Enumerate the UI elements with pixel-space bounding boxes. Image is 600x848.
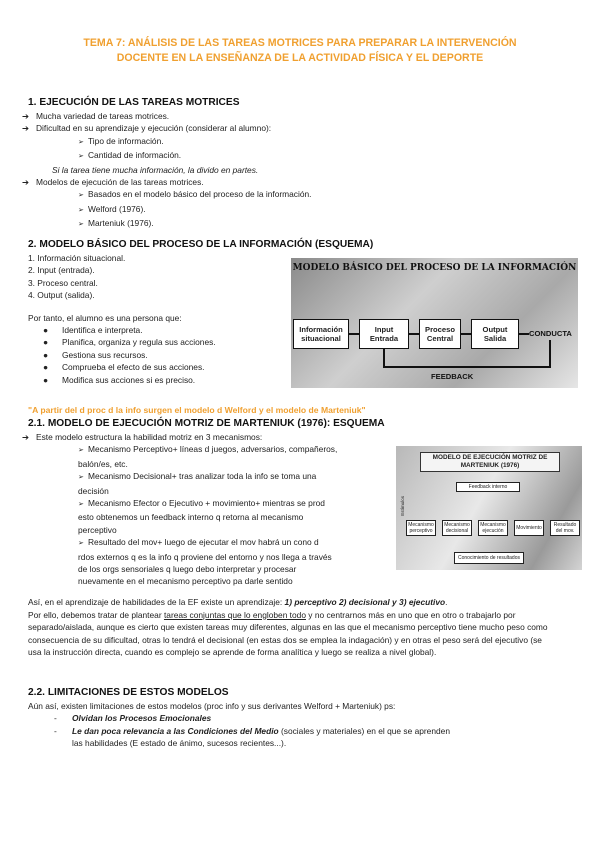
triangle-bullet-icon: ➢ [78, 540, 84, 548]
section-2-1-body [22, 431, 337, 588]
triangle-bullet-icon: ➢ [78, 153, 84, 161]
text-line: Mucha variedad de tareas motrices. [36, 111, 170, 121]
list-item: 2. Input (entrada). [28, 265, 95, 276]
dash-bullet: - [54, 725, 57, 736]
text-span: . [445, 597, 448, 607]
diagram-title: MODELO DE EJECUCIÓN MOTRIZ DE MARTENIUK (1976) [420, 452, 560, 472]
info-process-diagram [291, 258, 578, 388]
result-box: Resultado del mov. [550, 520, 580, 536]
section-2-body [28, 252, 216, 386]
triangle-bullet-icon: ➢ [78, 474, 84, 482]
bullet-icon: ● [42, 337, 48, 348]
text-line: nuevamente en el mecanismo perceptivo pa darle sentido [78, 576, 293, 587]
bullet-icon: ● [42, 325, 48, 336]
connector-line [383, 349, 385, 367]
page-title: TEMA 7: ANÁLISIS DE LAS TAREAS MOTRICES PARA PREPARAR LA INTERVENCIÓN DOCENTE EN LA ENSEÑANZA DE LA ACTIVIDAD FÍSICA Y EL DEPORTE [83, 37, 517, 64]
list-item: Planifica, organiza y regula sus acciones. [62, 337, 216, 348]
section-2-2-body [28, 700, 548, 750]
text-line: Por tanto, el alumno es una persona que: [28, 312, 182, 323]
box-central-process: Proceso Central [419, 319, 461, 349]
decisional-box: Mecanismo decisional [442, 520, 472, 536]
section-1-body [22, 110, 311, 232]
text-line: decisión [78, 485, 109, 496]
connector-line [549, 340, 551, 366]
text-line: Basados en el modelo básico del proceso de la información. [88, 189, 312, 200]
arrow-icon: ➔ [22, 432, 30, 442]
section-1-heading: 1. EJECUCIÓN DE LAS TAREAS MOTRICES [28, 97, 240, 108]
text-line: Si la tarea tiene mucha información, la divido en partes. [52, 164, 259, 175]
movement-box: Movimiento [514, 520, 544, 536]
section-2-2-heading: 2.2. LIMITACIONES DE ESTOS MODELOS [28, 687, 229, 698]
text-line: Resultado del mov+ luego de ejecutar el mov habrá un cono d [88, 537, 319, 548]
list-item: Modifica sus acciones si es preciso. [62, 374, 196, 385]
list-item: Gestiona sus recursos. [62, 349, 148, 360]
connector-line [519, 333, 529, 335]
text-span: Le dan poca relevancia a las Condiciones del Medio [72, 725, 279, 736]
knowledge-results-box: Conocimiento de resultados [454, 552, 524, 564]
feedback-internal-box: Feedback interno [456, 482, 520, 492]
text-line: Mecanismo Decisional+ tras analizar toda la info se toma una [88, 471, 317, 482]
text-span: (sociales y materiales) en el que se aprenden [278, 725, 450, 736]
connector-line [461, 333, 471, 335]
feedback-line [383, 366, 551, 368]
text-span: tareas conjuntas que lo engloben todo [163, 609, 306, 620]
text-line: esto obtenemos un feedback interno q retorna al mecanismo [78, 512, 304, 523]
section-2-1-heading: 2.1. MODELO DE EJECUCIÓN MOTRIZ DE MARTENIUK (1976): ESQUEMA [28, 418, 385, 429]
section-2-heading: 2. MODELO BÁSICO DEL PROCESO DE LA INFORMACIÓN (ESQUEMA) [28, 239, 374, 250]
text-span: Así, en el aprendizaje de habilidades de la EF existe un aprendizaje: [28, 597, 285, 607]
text-span: 1) perceptivo 2) decisional y 3) ejecutivo [284, 597, 446, 607]
triangle-bullet-icon: ➢ [78, 206, 84, 214]
list-item: 1. Información situacional. [28, 253, 126, 263]
bullet-icon: ● [42, 362, 48, 373]
triangle-bullet-icon: ➢ [78, 447, 84, 455]
dash-bullet: - [54, 713, 57, 724]
text-line: Aún así, existen limitaciones de estos modelos (proc info y sus derivantes Welford + Marteniuk) ps: [28, 701, 396, 711]
arrow-icon: ➔ [22, 111, 30, 121]
conducta-label: CONDUCTA [529, 329, 572, 338]
list-item: Identifica e interpreta. [62, 325, 143, 336]
text-line: Olvidan los Procesos Emocionales [72, 713, 212, 724]
stimuli-label: Estímulos [400, 496, 405, 516]
triangle-bullet-icon: ➢ [78, 221, 84, 229]
perceptive-box: Mecanismo perceptivo [406, 520, 436, 536]
marteniuk-diagram [396, 446, 582, 570]
paragraph [28, 596, 548, 659]
feedback-label: FEEDBACK [431, 372, 474, 381]
list-item: 4. Output (salida). [28, 290, 95, 301]
text-line: Modelos de ejecución de las tareas motrices. [36, 177, 204, 188]
text-line: Mecanismo Perceptivo+ líneas d juegos, adversarios, compañeros, [88, 444, 338, 455]
arrow-icon: ➔ [22, 123, 30, 134]
triangle-bullet-icon: ➢ [78, 501, 84, 509]
bullet-icon: ● [42, 349, 48, 360]
text-line: Este modelo estructura la habilidad motriz en 3 mecanismos: [36, 432, 263, 442]
bullet-icon: ● [42, 374, 48, 385]
box-output: Output Salida [471, 319, 519, 349]
box-situational-info: Información situacional [293, 319, 349, 349]
highlight-note: "A partir del d proc d la info surgen el modelo d Welford y el modelo de Marteniuk" [28, 405, 366, 415]
text-line: rdos externos q es la info q proviene del entorno y nos llega a través [78, 551, 332, 562]
text-line: Mecanismo Efector o Ejecutivo + movimiento+ mientras se prod [88, 498, 325, 509]
list-item: 3. Proceso central. [28, 277, 98, 288]
text-line: Dificultad en su aprendizaje y ejecución (considerar al alumno): [36, 123, 272, 134]
text-span: y no centrarnos más en uno que en otro o trabajarlo por separado/aislada, aunque es cierto que existen tareas muy diferentes, algunas en las que el mecanismo perceptivo tiene mucho peso como consecuencia de su dificultad, otras lo tendrá el decisional (en estas dos se emplea la indagación) y en otras el peso será del ejecutivo (se usa la instrucción directa, cuando es complejo se aprende de forma analítica y luego se realiza a nivel global). [28, 609, 548, 658]
text-line: perceptivo [78, 524, 117, 535]
text-line: balón/es, etc. [78, 458, 128, 469]
text-line: las habilidades (E estado de ánimo, sucesos recientes...). [72, 738, 287, 749]
text-line: Tipo de información. [88, 135, 164, 146]
execution-box: Mecanismo ejecución [478, 520, 508, 536]
connector-line [349, 333, 359, 335]
text-span: Por ello, debemos tratar de plantear [28, 609, 164, 620]
arrow-icon: ➔ [22, 177, 30, 188]
text-line: Cantidad de información. [88, 150, 182, 161]
diagram-title: MODELO BÁSICO DEL PROCESO DE LA INFORMACIÓN [292, 263, 577, 273]
text-line: de los orgs sensoriales q luego debo interpretar y procesar [78, 564, 297, 575]
box-input: Input Entrada [359, 319, 409, 349]
triangle-bullet-icon: ➢ [78, 138, 84, 146]
text-line: Marteniuk (1976). [88, 218, 154, 229]
list-item: Comprueba el efecto de sus acciones. [62, 362, 205, 373]
connector-line [409, 333, 419, 335]
triangle-bullet-icon: ➢ [78, 192, 84, 200]
text-line: Welford (1976). [88, 203, 146, 214]
